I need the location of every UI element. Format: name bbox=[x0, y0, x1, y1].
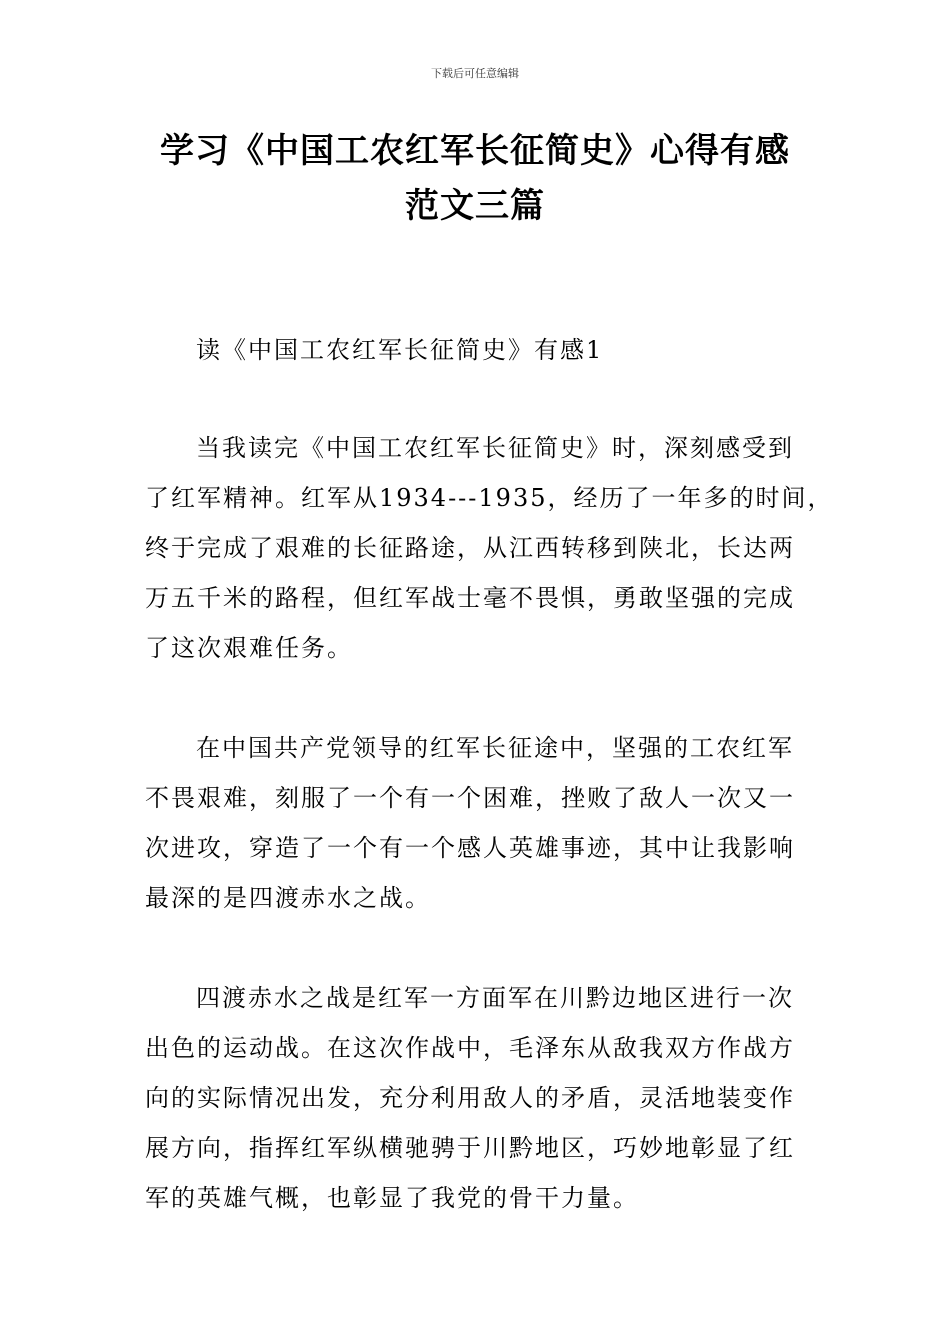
paragraph-line: 次进攻，穿造了一个有一个感人英雄事迹，其中让我影响 bbox=[145, 834, 795, 862]
paragraph-line: 向的实际情况出发，充分利用敌人的矛盾，灵活地装变作 bbox=[145, 1084, 795, 1112]
paragraph-line: 万五千米的路程，但红军战士毫不畏惧，勇敢坚强的完成 bbox=[145, 584, 795, 612]
document-title-line-2: 范文三篇 bbox=[405, 186, 545, 226]
paragraph-line: 出色的运动战。在这次作战中，毛泽东从敌我双方作战方 bbox=[145, 1034, 795, 1062]
paragraph-line: 当我读完《中国工农红军长征简史》时，深刻感受到 bbox=[196, 434, 794, 462]
paragraph-2 bbox=[145, 723, 810, 923]
paragraph-line: 了红军精神。红军从1934---1935，经历了一年多的时间， bbox=[145, 484, 834, 512]
header-note: 下载后可任意编辑 bbox=[431, 67, 519, 80]
paragraph-line: 最深的是四渡赤水之战。 bbox=[145, 884, 431, 912]
section-heading: 读《中国工农红军长征简史》有感1 bbox=[196, 336, 604, 364]
document-title bbox=[150, 124, 800, 234]
document-title-line-1: 学习《中国工农红军长征简史》心得有感 bbox=[160, 131, 790, 171]
paragraph-line: 终于完成了艰难的长征路途，从江西转移到陕北，长达两 bbox=[145, 534, 795, 562]
paragraph-line: 了这次艰难任务。 bbox=[145, 634, 353, 662]
paragraph-line: 展方向，指挥红军纵横驰骋于川黔地区，巧妙地彰显了红 bbox=[145, 1134, 795, 1162]
paragraph-3 bbox=[145, 973, 810, 1223]
paragraph-line: 军的英雄气概，也彰显了我党的骨干力量。 bbox=[145, 1184, 639, 1212]
paragraph-1 bbox=[145, 423, 834, 673]
paragraph-line: 四渡赤水之战是红军一方面军在川黔边地区进行一次 bbox=[196, 984, 794, 1012]
paragraph-line: 不畏艰难，刻服了一个有一个困难，挫败了敌人一次又一 bbox=[145, 784, 795, 812]
paragraph-line: 在中国共产党领导的红军长征途中，坚强的工农红军 bbox=[196, 734, 794, 762]
